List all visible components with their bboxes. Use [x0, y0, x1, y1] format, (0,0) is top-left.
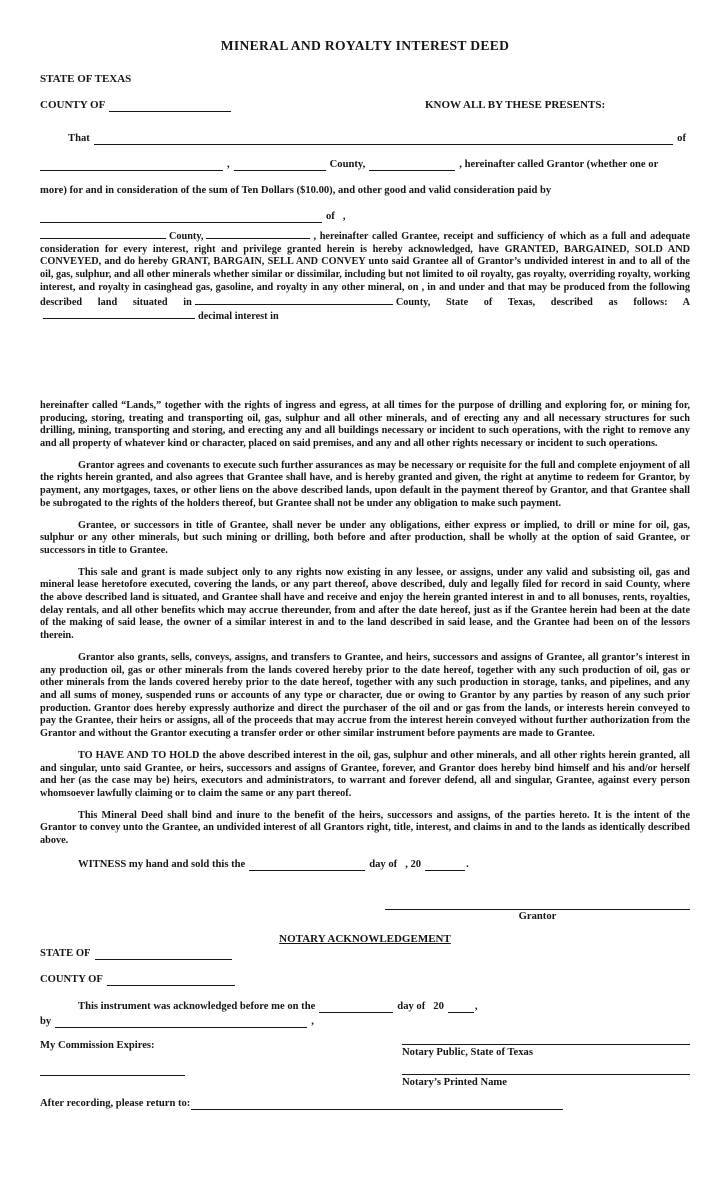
binding-effect-paragraph: This Mineral Deed shall bind and inure to the benefit of the heirs, successors and assigns, of the parties hereto. It is the intent of the Grantor to convey unto the Grantee, an undivided interest of all Grantors right, title, interest, and claims in and to the lands as identically described above. [40, 809, 690, 847]
grantor-signature-block [385, 899, 690, 922]
witness-text: WITNESS my hand and sold this the [78, 858, 246, 870]
ack-comma: , [474, 1000, 478, 1012]
return-to-label: After recording, please return to: [40, 1097, 191, 1109]
county-of-label: COUNTY OF [40, 99, 106, 111]
witness-period: . [466, 858, 469, 870]
ack-year-text: 20 [433, 1000, 444, 1012]
grantee-county-blank[interactable] [40, 229, 166, 239]
assurances-paragraph: Grantor agrees and covenants to execute such further assurances as may be necessary or requisite for the full and complete enjoyment of all the rights herein granted, and also agrees that Grantee shall have, and is hereby granted and given, the right at anytime to redeem for Grantor, by payment, any mortgages, taxes, or other liens on the above described lands, upon default in the payment thereof by Grantor, and that Grantee shall be subrogated to the rights of the holders thereof, but Grantee shall not be under any obligation to make such payment. [40, 459, 690, 509]
witness-year-blank[interactable] [425, 858, 465, 871]
notary-printed-name-label: Notary’s Printed Name [402, 1076, 507, 1088]
grantee-address-line [40, 210, 690, 223]
notary-state-blank[interactable] [95, 947, 232, 960]
that-line [40, 132, 690, 145]
county-word2: County, [169, 231, 204, 242]
prior-production-paragraph: Grantor also grants, sells, conveys, assigns, and transfers to Grantee, and heirs, successors and assigns of Grantee, all grantor’s interest in any production oil, gas or other minerals from the lands covered hereby prior to the date hereof, together with any such production of oil, gas or other minerals from the lands covered hereby prior to the date hereof, together with any such production in storage, tanks, and pipelines, and any and all sums of money, suspended runs or accounts of any type or character, due or owing to Grantor by any parties by reason of any such prior production. Grantor does hereby expressly authorize and direct the purchaser of the oil and or gas from the lands, or interests herein conveyed to pay the Grantee, their heirs or assigns, all of the proceeds that may accrue from the interest herein conveyed without further authorization from the Grantor and without the Grantor executing a transfer order or other similar instrument before payments are made to Grantee. [40, 651, 690, 740]
property-description-area[interactable] [40, 324, 690, 400]
return-to-blank[interactable] [191, 1097, 563, 1110]
grantor-state-blank[interactable] [369, 158, 455, 171]
county-word: County, [329, 159, 366, 170]
notary-printed-name-line[interactable] [402, 1074, 690, 1075]
grantor-signature-label: Grantor [518, 910, 557, 922]
lands-paragraph: hereinafter called “Lands,” together with the rights of ingress and egress, at all times for the purpose of drilling and exploring for, or mining for, producing, storing, treating and transporting oil, gas, sulphur and all other minerals, and of erecting any and all necessary structures for such drilling, mining, transporting and storing, and erecting any and all buildings necessary or incident to such operations, with the right to remove any and all property of whatever kind or character, placed on said premises, and any and all other rights necessary or incident to such operations. [40, 399, 690, 450]
of-label: of [677, 133, 686, 144]
ack-name-blank[interactable] [55, 1015, 307, 1028]
county-row [40, 99, 690, 112]
habendum-paragraph: TO HAVE AND TO HOLD the above described interest in the oil, gas, sulphur and other minerals, and all other rights herein granted, all and singular, unto said Grantee, or heirs, successors and assigns of Grantee, forever, and Grantor does hereby bind himself and his and/or herself and her (as the case may be) heirs, executors and administrators, to warrant and forever defend, all and singular, Grantee, against every person whomsoever lawfully claiming or to claim the same or any part thereof. [40, 749, 690, 799]
state-of-texas-line: STATE OF TEXAS [40, 73, 132, 85]
notary-state-line [40, 947, 690, 960]
described-as-text: County, State of Texas, described as follows: A [395, 296, 690, 308]
grantor-county-blank[interactable] [234, 158, 326, 171]
comma2: , [342, 211, 346, 222]
by-label: by [40, 1015, 52, 1027]
notary-signature-column [402, 1040, 690, 1088]
witness-day-of: day of [369, 858, 398, 870]
decimal-interest-blank[interactable] [43, 309, 195, 319]
ack-day-of: day of [397, 1000, 426, 1012]
subject-to-lease-paragraph: This sale and grant is made subject only to any rights now existing in any lessee, or assigns, under any valid and subsisting oil, gas and mineral lease heretofore executed, covering the lands, or any part thereof, above described, duly and legally filed for record in said County, where the above described land is situated, and Grantee shall have and receive and enjoy the herein granted interest in and to all bonuses, rents, royalties, delay rentals, and all other benefits which may accrue thereunder, from and after the date hereof, just as if the Grantee herein had been at the date of the making of said lease, the owner of a similar interest in and to the land described in said lease, and the Grantee had been on of the lessors therein. [40, 566, 690, 642]
ack-year-blank[interactable] [448, 1000, 474, 1013]
notary-county-label: COUNTY OF [40, 973, 103, 985]
notary-county-line [40, 973, 690, 986]
grantor-clause: , hereinafter called Grantor (whether one or [459, 159, 659, 170]
of-label2: of [326, 211, 335, 222]
consideration-line [40, 184, 690, 197]
grantee-name-blank[interactable] [40, 210, 322, 223]
notary-acknowledgement-heading: NOTARY ACKNOWLEDGEMENT [279, 932, 451, 945]
commission-column [40, 1040, 185, 1076]
acknowledged-by-line [40, 1015, 690, 1028]
grantee-state-blank[interactable] [206, 229, 310, 239]
by-comma: , [311, 1015, 314, 1027]
notary-bottom-section [40, 1040, 690, 1088]
commission-label: My Commission Expires: [40, 1039, 155, 1051]
grantee-paragraph [40, 229, 690, 324]
decimal-interest-text: decimal interest in [198, 311, 279, 323]
notary-signature-line[interactable] [402, 1044, 690, 1045]
grantor-city-county-line [40, 158, 690, 171]
no-obligation-paragraph: Grantee, or successors in title of Grantee, shall never be under any obligations, either express or implied, to drill or mine for oil, gas, sulphur or any other minerals, but such mining or drilling, both before and after production, shall be wholly at the option of said Grantee, or successors in title to Grantee. [40, 519, 690, 556]
notary-county-blank[interactable] [107, 973, 235, 986]
presents-heading: KNOW ALL BY THESE PRESENTS: [425, 99, 606, 111]
consideration-text: more) for and in consideration of the sum of Ten Dollars ($10.00), and other good and valid consideration paid by [40, 185, 552, 196]
return-to-line [40, 1097, 690, 1110]
comma: , [227, 159, 230, 170]
witness-year-prefix: , 20 [405, 858, 422, 870]
notary-public-label: Notary Public, State of Texas [402, 1046, 533, 1058]
witness-line [40, 858, 690, 871]
county-blank[interactable] [109, 99, 231, 112]
grantor-signature-line[interactable] [385, 899, 690, 910]
acknowledgment-line [40, 1000, 690, 1013]
ack-text: This instrument was acknowledged before me on the [78, 1000, 316, 1012]
land-county-blank[interactable] [195, 295, 393, 305]
ack-day-blank[interactable] [319, 1000, 393, 1013]
grantor-city-blank[interactable] [40, 158, 223, 171]
granting-clause-text: , hereinafter called Grantee, receipt and sufficiency of which as a full and adequate consideration for every interest, right and privilege granted herein is hereby acknowledged, have GRANTED, BARGAINED, SOLD AND CONVEYED, and do hereby GRANT, BARGAIN, SELL AND CONVEY unto said Grantee all of Grantor’s undivided interest in and to all of the oil, gas, sulphur, and all other minerals whether similar or dissimilar, including but not limited to oil royalty, gas royalty, overriding royalty, working interest, and royalty in casinghead gas, gasoline, and royalty in any other mineral, on , in and under and that may be produced from the following described land situated in [40, 231, 690, 308]
that-label: That [68, 133, 90, 144]
notary-state-label: STATE OF [40, 947, 91, 959]
commission-expiry-line[interactable] [40, 1075, 185, 1076]
grantor-name-blank[interactable] [94, 132, 673, 145]
document-title: MINERAL AND ROYALTY INTEREST DEED [220, 38, 510, 53]
witness-day-blank[interactable] [249, 858, 365, 871]
